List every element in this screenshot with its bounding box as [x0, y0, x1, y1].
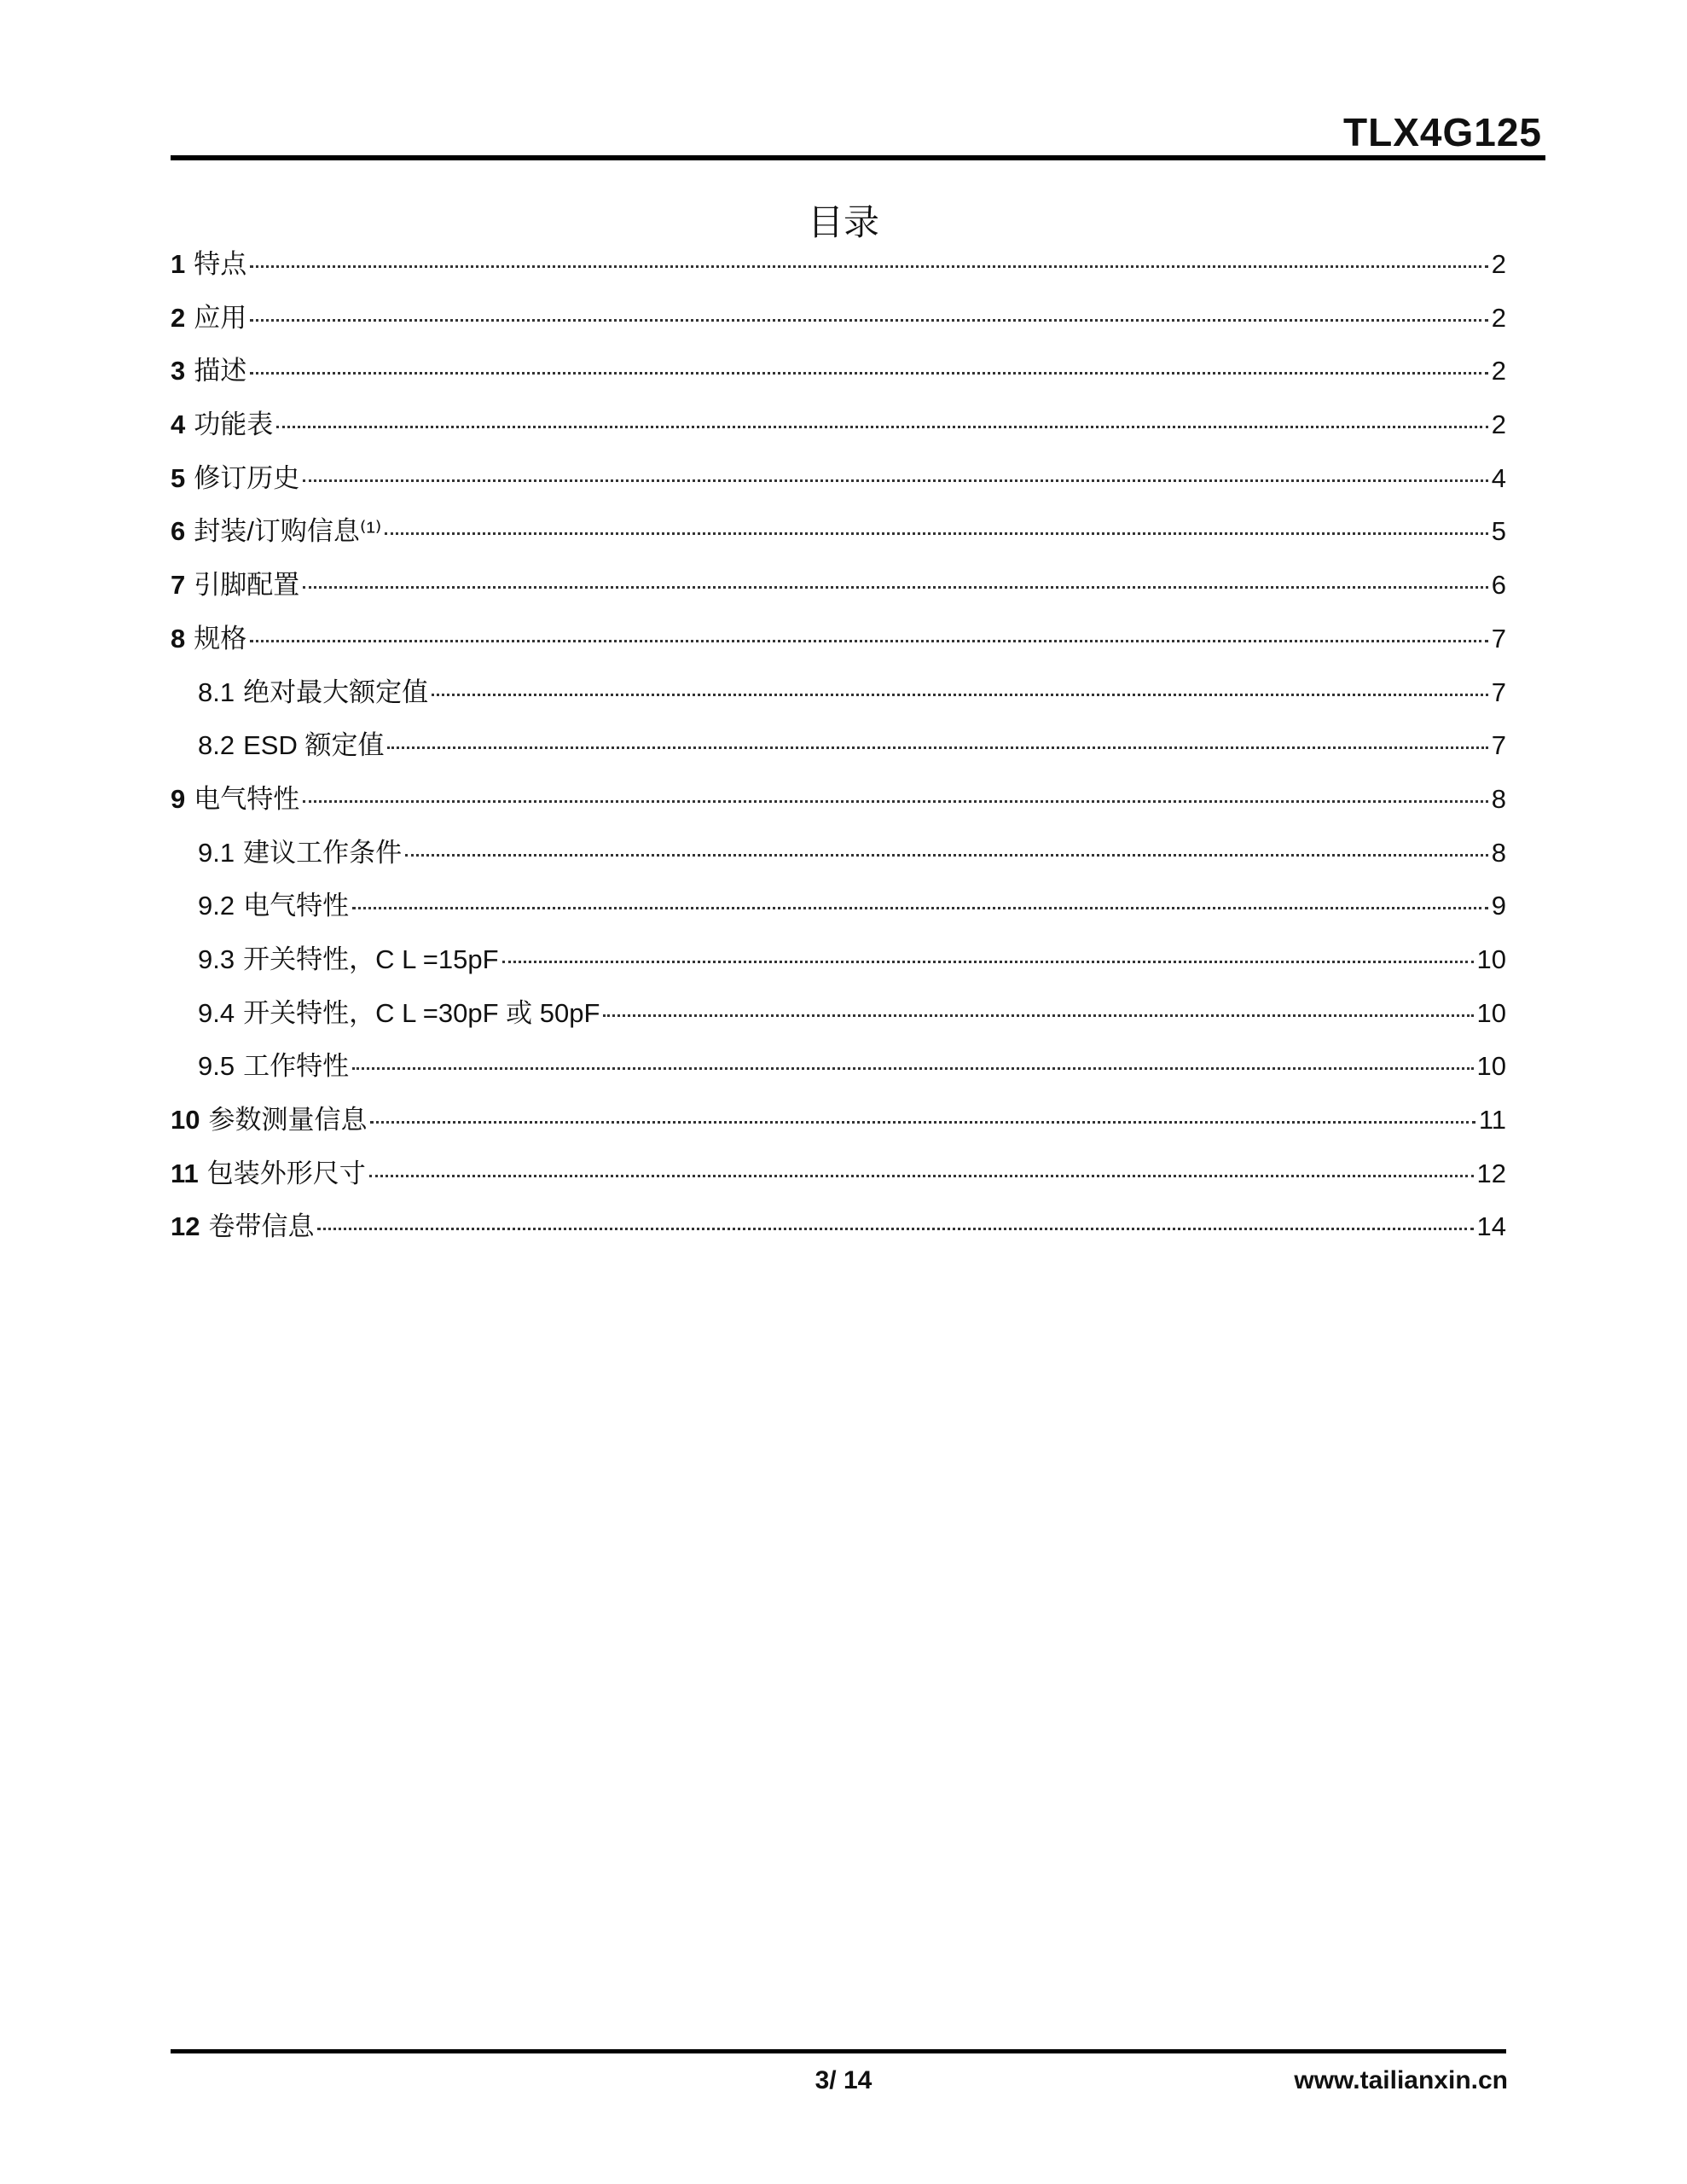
- toc-entry-label: 参数测量信息: [208, 1105, 368, 1135]
- toc-entry-number: 6: [171, 516, 186, 547]
- toc-entry-label: 电气特性: [243, 891, 350, 921]
- toc-entry-number: 10: [171, 1105, 200, 1135]
- toc-entry[interactable]: [171, 1205, 1506, 1258]
- toc-dot-leader: [250, 319, 1488, 322]
- toc-entry-label: 描述: [194, 356, 247, 386]
- toc-entry-number: 12: [171, 1211, 200, 1242]
- toc-entry-page: 10: [1476, 997, 1506, 1028]
- toc-entry-page: 10: [1476, 944, 1506, 974]
- toc-entry-label: 引脚配置: [194, 570, 300, 601]
- toc-dot-leader: [303, 479, 1488, 482]
- toc-dot-leader: [250, 640, 1488, 642]
- toc-entry-page: 7: [1491, 623, 1506, 653]
- toc-entry-page: 5: [1491, 516, 1506, 547]
- toc-entry-page: 8: [1491, 783, 1506, 814]
- toc-entry-label: ESD 额定值: [243, 730, 385, 761]
- toc-entry[interactable]: [171, 671, 1506, 724]
- toc-entry-number: 5: [171, 462, 186, 493]
- toc-entry[interactable]: [171, 831, 1506, 885]
- toc-entry-number: 3: [171, 356, 186, 386]
- toc-dot-leader: [276, 426, 1488, 428]
- footer-rule: [171, 2049, 1506, 2053]
- toc-entry-label: 封装/订购信息⁽¹⁾: [194, 516, 382, 547]
- toc-entry[interactable]: [171, 296, 1506, 350]
- toc-entry[interactable]: [171, 617, 1506, 671]
- toc-entry-label: 卷带信息: [208, 1211, 315, 1242]
- page-number: 3/ 14: [815, 2066, 872, 2094]
- toc-entry-page: 10: [1476, 1051, 1506, 1082]
- toc-entry[interactable]: [171, 723, 1506, 777]
- toc-entry-number: 9.5: [198, 1051, 235, 1082]
- toc-dot-leader: [432, 694, 1488, 696]
- toc-entry-number: 9: [171, 783, 186, 814]
- toc-entry-label: 开关特性，C L =15pF: [243, 944, 499, 974]
- toc-entry-page: 4: [1491, 462, 1506, 493]
- toc-entry-number: 7: [171, 570, 186, 601]
- toc-entry-label: 特点: [194, 249, 247, 279]
- toc-entry-number: 9.3: [198, 944, 235, 974]
- toc-entry-page: 2: [1491, 249, 1506, 279]
- toc-entry-page: 7: [1491, 730, 1506, 761]
- toc-entry-page: 9: [1491, 891, 1506, 921]
- toc-entry-label: 规格: [194, 623, 247, 653]
- toc-entry-label: 应用: [194, 302, 247, 333]
- toc-entry-label: 包装外形尺寸: [206, 1158, 366, 1188]
- toc-entry[interactable]: [171, 563, 1506, 617]
- toc-entry-page: 6: [1491, 570, 1506, 601]
- toc-entry-page: 12: [1476, 1158, 1506, 1188]
- table-of-contents: [171, 242, 1506, 1258]
- toc-entry-number: 11: [171, 1158, 199, 1188]
- toc-entry-page: 11: [1478, 1105, 1506, 1135]
- toc-entry-page: 2: [1491, 356, 1506, 386]
- toc-entry-number: 1: [171, 249, 186, 279]
- toc-entry[interactable]: [171, 1098, 1506, 1152]
- toc-entry-page: 8: [1491, 837, 1506, 868]
- header-rule: [171, 155, 1545, 160]
- toc-dot-leader: [603, 1014, 1473, 1017]
- toc-entry-number: 9.2: [198, 891, 235, 921]
- toc-dot-leader: [250, 372, 1488, 375]
- toc-entry[interactable]: [171, 991, 1506, 1045]
- toc-dot-leader: [369, 1175, 1474, 1177]
- toc-entry-label: 修订历史: [194, 462, 300, 493]
- toc-entry[interactable]: [171, 349, 1506, 403]
- toc-entry-label: 工作特性: [243, 1051, 350, 1082]
- toc-entry[interactable]: [171, 242, 1506, 296]
- toc-entry-label: 功能表: [194, 410, 274, 440]
- toc-entry-number: 8.2: [198, 730, 235, 761]
- toc-entry-number: 8: [171, 623, 186, 653]
- toc-dot-leader: [385, 532, 1487, 535]
- toc-entry-page: 14: [1476, 1211, 1506, 1242]
- toc-entry-page: 7: [1491, 677, 1506, 707]
- toc-dot-leader: [502, 961, 1474, 963]
- toc-entry-label: 绝对最大额定值: [243, 677, 429, 707]
- toc-entry-number: 9.4: [198, 997, 235, 1028]
- toc-entry-label: 建议工作条件: [243, 837, 403, 868]
- toc-entry-number: 2: [171, 302, 186, 333]
- toc-entry[interactable]: [171, 456, 1506, 510]
- toc-entry-label: 电气特性: [194, 783, 300, 814]
- toc-heading: 目录: [807, 201, 879, 243]
- toc-entry-label: 开关特性，C L =30pF 或 50pF: [243, 997, 600, 1028]
- toc-entry[interactable]: [171, 938, 1506, 991]
- toc-dot-leader: [352, 1067, 1473, 1070]
- toc-entry[interactable]: [171, 1152, 1506, 1205]
- toc-entry[interactable]: [171, 403, 1506, 456]
- toc-dot-leader: [370, 1121, 1475, 1124]
- toc-entry-number: 4: [171, 410, 186, 440]
- toc-dot-leader: [352, 907, 1488, 909]
- toc-dot-leader: [250, 265, 1488, 268]
- toc-dot-leader: [303, 586, 1488, 589]
- toc-entry[interactable]: [171, 884, 1506, 938]
- toc-entry[interactable]: [171, 1044, 1506, 1098]
- toc-entry-number: 9.1: [198, 837, 235, 868]
- toc-dot-leader: [387, 746, 1487, 749]
- toc-entry-number: 8.1: [198, 677, 235, 707]
- toc-dot-leader: [317, 1228, 1473, 1230]
- document-part-number: TLX4G125: [1343, 110, 1542, 154]
- toc-entry-page: 2: [1491, 410, 1506, 440]
- toc-entry-page: 2: [1491, 302, 1506, 333]
- toc-dot-leader: [405, 854, 1488, 857]
- toc-entry[interactable]: [171, 777, 1506, 831]
- toc-entry[interactable]: [171, 509, 1506, 563]
- website-link[interactable]: www.tailianxin.cn: [1294, 2066, 1508, 2094]
- toc-dot-leader: [303, 800, 1488, 803]
